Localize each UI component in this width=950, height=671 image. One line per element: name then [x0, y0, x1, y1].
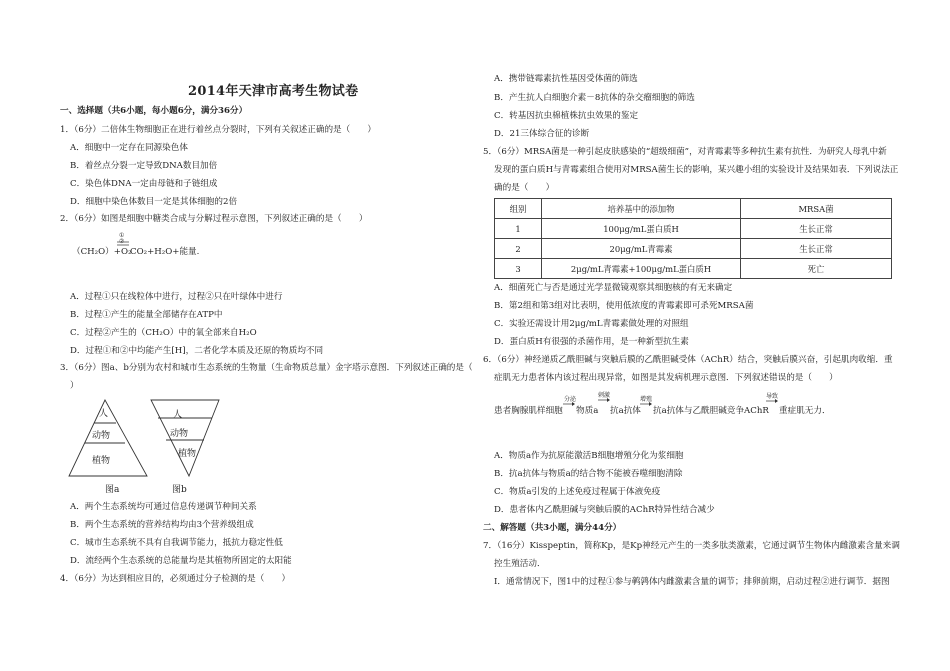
q7-stem-line1: 7．（16分）Kisspeptin，简称Kp，是Kp神经元产生的一类多肽类激素，它通过调节生物体内雌激素含量来调	[483, 541, 900, 551]
table-cell: 死亡	[741, 259, 892, 279]
q6-flow-step1: 患者胸腺肌样细胞	[494, 406, 563, 416]
q3-option-c: C．城市生态系统不具有自我调节能力，抵抗力稳定性低	[70, 538, 283, 548]
q2-option-d: D．过程①和②中均能产生[H]，二者化学本质及还原的物质均不同	[70, 346, 324, 356]
table-row	[495, 219, 892, 239]
pyramid-a-level-top: 人	[99, 409, 109, 419]
q7-stem-line3: Ⅰ．通常情况下，图1中的过程①参与鹌鹑体内雌激素含量的调节；排卵前期，启动过程②进行调节．据图	[494, 577, 890, 587]
q6-arrow-4	[766, 399, 778, 403]
q5-option-c: C．实验还需设计用2μg/mL青霉素做处理的对照组	[494, 319, 689, 329]
q2-stem: 2．（6分）如图是细胞中糖类合成与分解过程示意图，下列叙述正确的是（ ）	[60, 214, 368, 224]
pyramid-b-level-bottom: 植物	[178, 449, 197, 459]
table-cell: 2μg/mL青霉素+100μg/mL蛋白质H	[542, 259, 741, 279]
pyramid-b-level-top: 人	[173, 410, 183, 420]
table-header-cell: 组别	[495, 199, 542, 219]
table-cell: 2	[495, 239, 542, 259]
table-header-cell: 培养基中的添加物	[542, 199, 741, 219]
q6-arrow-3	[640, 402, 652, 406]
q6-arrow-2	[598, 398, 610, 402]
q5-stem-line3: 确的是（ ）	[494, 183, 555, 193]
q6-arrow-label-proliferate: 增殖	[640, 396, 653, 403]
q5-stem-line1: 5．（6分）MRSA菌是一种引起皮肤感染的“超级细菌”，对青霉素等多种抗生素有抗性．为研究人母乳中新	[483, 147, 887, 157]
q6-arrow-label-stimulate: 刺激	[598, 392, 611, 399]
q2-eq-right: CO₂+H₂O+能量.	[130, 247, 200, 257]
q7-stem-line2: 控生殖活动．	[494, 559, 546, 569]
table-row	[495, 259, 892, 279]
q4-option-a: A．携带链霉素抗性基因受体菌的筛选	[494, 74, 638, 84]
q2-eq-process2: ②	[119, 238, 125, 245]
table-cell: 生长正常	[741, 219, 892, 239]
q1-option-c: C．染色体DNA一定由母链和子链组成	[70, 179, 218, 189]
q2-eq-process1: ①	[119, 232, 125, 239]
q5-option-d: D．蛋白质H有很强的杀菌作用，是一种新型抗生素	[494, 337, 689, 347]
q2-option-b: B．过程①产生的能量全部储存在ATP中	[70, 310, 223, 320]
q2-eq-left: （CH₂O）+O₂	[72, 247, 132, 257]
q5-option-a: A．细菌死亡与否是通过光学显微镜观察其细胞核的有无来确定	[494, 283, 733, 293]
q4-option-d: D．21三体综合征的诊断	[494, 129, 590, 139]
table-cell: 1	[495, 219, 542, 239]
q5-option-b: B．第2组和第3组对比表明，使用低浓度的青霉素即可杀死MRSA菌	[494, 301, 754, 311]
q3-option-b: B．两个生态系统的营养结构均由3个营养级组成	[70, 520, 254, 530]
section-heading-choice: 一、选择题（共6小题，每小题6分，满分36分）	[60, 106, 248, 116]
q1-option-a: A．细胞中一定存在同源染色体	[70, 143, 188, 153]
q6-arrow-label-secrete: 分泌	[564, 396, 577, 403]
table-header-cell: MRSA菌	[741, 199, 892, 219]
pyramid-b-caption: 图b	[172, 485, 187, 495]
q6-arrow-label-cause: 导致	[766, 393, 779, 400]
q3-pyramid-figure	[65, 398, 235, 498]
table-cell: 3	[495, 259, 542, 279]
q3-stem-close: ）	[70, 381, 79, 391]
q3-stem: 3．（6分）图a、b分别为农村和城市生态系统的生物量（生命物质总量）金字塔示意图．下列叙述正确的是（	[60, 363, 473, 373]
pyramid-a-caption: 图a	[105, 485, 120, 495]
q6-flow-step2: 物质a	[576, 406, 599, 416]
table-cell: 20μg/mL青霉素	[542, 239, 741, 259]
q4-option-b: B．产生抗人白细胞介素－8抗体的杂交瘤细胞的筛选	[494, 93, 695, 103]
section-heading-answer: 二、解答题（共3小题，满分44分）	[483, 523, 622, 533]
page-title: 2014年天津市高考生物试卷	[188, 84, 359, 99]
q1-stem: 1．（6分）二倍体生物细胞正在进行着丝点分裂时，下列有关叙述正确的是（ ）	[60, 125, 377, 135]
q6-option-c: C．物质a引发的上述免疫过程属于体液免疫	[494, 487, 661, 497]
q6-option-b: B．抗a抗体与物质a的结合物不能被吞噬细胞清除	[494, 469, 683, 479]
pyramid-a-level-bottom: 植物	[92, 456, 111, 466]
table-cell: 100μg/mL蛋白质H	[542, 219, 741, 239]
pyramid-a-level-mid: 动物	[92, 431, 111, 441]
q6-arrow-1	[563, 402, 575, 406]
q5-stem-line2: 发现的蛋白质H与青霉素组合使用对MRSA菌生长的影响，某兴趣小组的实验设计及结果如表．下列说法正	[494, 165, 899, 175]
q3-option-a: A．两个生态系统均可通过信息传递调节种间关系	[70, 502, 257, 512]
q6-option-d: D．患者体内乙酰胆碱与突触后膜的AChR特异性结合减少	[494, 505, 715, 515]
q6-stem-line2: 症肌无力患者体内该过程出现异常，如图是其发病机理示意图．下列叙述错误的是（ ）	[494, 373, 838, 383]
q4-stem: 4．（6分）为达到相应目的，必须通过分子检测的是（ ）	[60, 574, 291, 584]
q4-option-c: C．转基因抗虫棉植株抗虫效果的鉴定	[494, 111, 639, 121]
q6-flow-step4: 抗a抗体与乙酰胆碱竞争AChR	[653, 406, 769, 416]
q6-option-a: A．物质a作为抗原能激活B细胞增殖分化为浆细胞	[494, 451, 684, 461]
q1-option-d: D．细胞中染色体数目一定是其体细胞的2倍	[70, 197, 238, 207]
q3-option-d: D．流经两个生态系统的总能量均是其植物所固定的太阳能	[70, 556, 292, 566]
table-cell: 生长正常	[741, 239, 892, 259]
q6-flow-step3: 抗a抗体	[610, 406, 641, 416]
pyramid-b-level-mid: 动物	[170, 429, 189, 439]
q2-option-a: A．过程①只在线粒体中进行，过程②只在叶绿体中进行	[70, 292, 283, 302]
table-header-row	[495, 199, 892, 219]
mrsa-results-table	[494, 198, 892, 279]
q2-option-c: C．过程②产生的（CH₂O）中的氧全部来自H₂O	[70, 328, 257, 338]
q6-flow-step5: 重症肌无力．	[779, 406, 831, 416]
q1-option-b: B．着丝点分裂一定导致DNA数目加倍	[70, 161, 218, 171]
q6-stem-line1: 6．（6分）神经递质乙酰胆碱与突触后膜的乙酰胆碱受体（AChR）结合，突触后膜兴奋，引起肌肉收缩．重	[483, 355, 893, 365]
table-row	[495, 239, 892, 259]
